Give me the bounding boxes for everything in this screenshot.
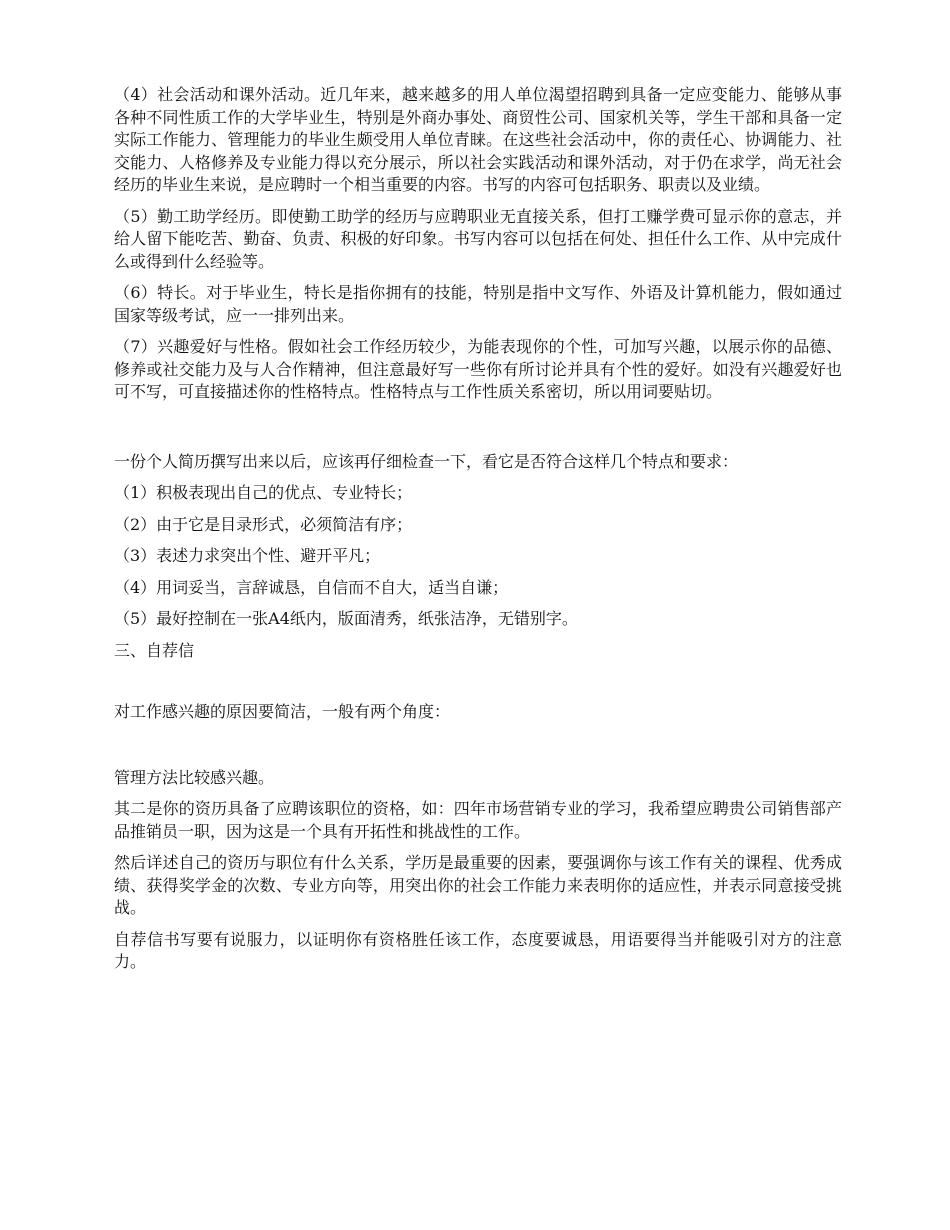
paragraph-background-detail: 然后详述自己的资历与职位有什么关系，学历是最重要的因素，要强调你与该工作有关的课程、优秀成绩、获得奖学金的次数、专业方向等，用突出你的社会工作能力来表明你的适应性，并表示同意接受挑战。	[114, 853, 842, 917]
paragraph-work-study: （5）勤工助学经历。即使勤工助学的经历与应聘职业无直接关系，但打工赚学费可显示你的意志，并给人留下能吃苦、勤奋、负责、积极的好印象。书写内容可以包括在何处、担任什么工作、从中完成什么或得到什么经验等。	[114, 206, 842, 271]
paragraph-social-activities: （4）社会活动和课外活动。近几年来，越来越多的用人单位渴望招聘到具备一定应变能力、能够从事各种不同性质工作的大学毕业生，特别是外商办事处、商贸性公司、国家机关等，学生干部和具备一定实际工作能力、管理能力的毕业生颇受用人单位青睐。在这些社会活动中，你的责任心、协调能力、社交能力、人格修养及专业能力得以充分展示，所以社会实践活动和课外活动，对于仍在求学，尚无社会经历的毕业生来说，是应聘时一个相当重要的内容。书写的内容可包括职务、职责以及业绩。	[114, 85, 842, 194]
checklist-item-1: （1）积极表现出自己的优点、专业特长；	[114, 483, 413, 502]
paragraph-specialties: （6）特长。对于毕业生，特长是指你拥有的技能，特别是指中文写作、外语及计算机能力，假如通过国家等级考试，应一一排列出来。	[114, 283, 842, 325]
paragraph-resume-checklist-intro: 一份个人简历撰写出来以后，应该再仔细检查一下，看它是否符合这样几个特点和要求：	[114, 451, 739, 471]
blank-gap	[114, 671, 842, 701]
paragraph-interest-reasons: 对工作感兴趣的原因要简洁，一般有两个角度：	[114, 702, 451, 721]
paragraph-management-interest: 管理方法比较感兴趣。	[114, 767, 275, 787]
blank-gap	[114, 413, 842, 451]
checklist-item-4: （4）用词妥当，言辞诚恳，自信而不自大，适当自谦；	[114, 577, 509, 597]
section-heading-cover-letter: 三、自荐信	[114, 640, 195, 660]
paragraph-qualifications: 其二是你的资历具备了应聘该职位的资格，如：四年市场营销专业的学习，我希望应聘贵公司销售部产品推销员一职，因为这是一个具有开拓性和挑战性的工作。	[114, 799, 842, 841]
paragraph-hobbies-personality: （7）兴趣爱好与性格。假如社会工作经历较少，为能表现你的个性，可加写兴趣，以展示你的品德、修养或社交能力及与人合作精神，但注意最好写一些你有所讨论并具有个性的爱好。如没有兴趣爱好也可不写，可直接描述你的性格特点。性格特点与工作性质关系密切，所以用词要贴切。	[114, 337, 842, 401]
paragraph-persuasiveness: 自荐信书写要有说服力，以证明你有资格胜任该工作，态度要诚恳，用语要得当并能吸引对方的注意力。	[114, 929, 842, 971]
checklist-item-2: （2）由于它是目录形式，必须简洁有序；	[114, 514, 413, 534]
checklist-item-5: （5）最好控制在一张A4纸内，版面清秀，纸张洁净，无错别字。	[114, 609, 578, 628]
document-page	[114, 84, 842, 983]
checklist-item-3: （3）表述力求突出个性、避开平凡；	[114, 546, 381, 565]
blank-gap	[114, 733, 842, 767]
